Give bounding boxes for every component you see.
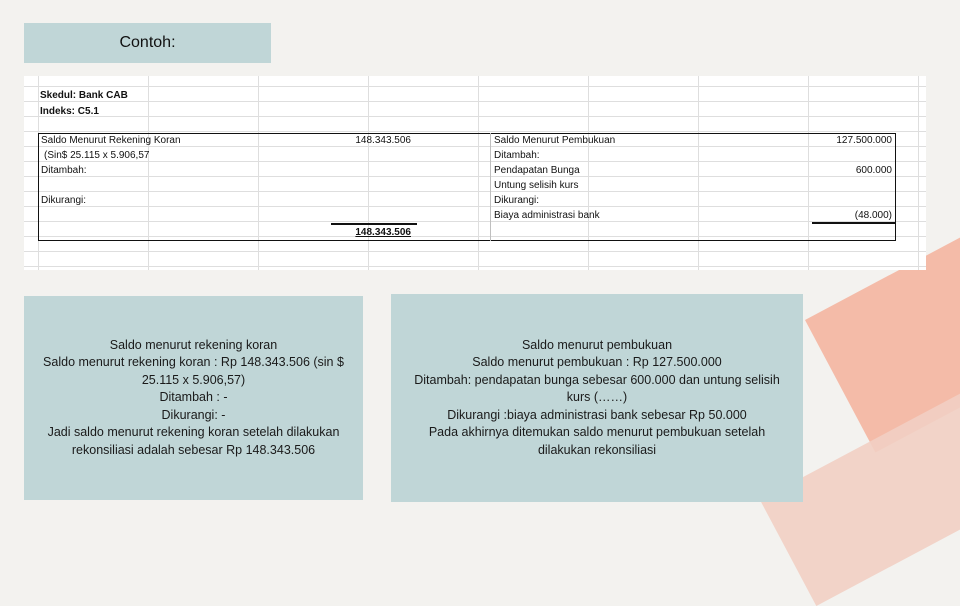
left-row: Saldo Menurut Rekening Koran [41, 135, 181, 146]
right-explanation-text [414, 337, 780, 460]
text-line: Jadi saldo menurut rekening koran setelah dilakukan [47, 425, 340, 440]
text-line: Saldo menurut rekening koran [109, 337, 278, 352]
text-line: Ditambah: pendapatan bunga sebesar 600.000 dan untung selisih [414, 372, 780, 387]
right-admin-fee-value: (48.000) [854, 210, 892, 221]
slide-title-text: Contoh: [119, 34, 176, 51]
left-explanation-text [43, 337, 344, 460]
total-rule [331, 223, 417, 225]
text-line: Pada akhirnya ditemukan saldo menurut pembukuan setelah [428, 425, 766, 440]
left-row: Dikurangi: [41, 195, 87, 206]
text-line: kurs (……) [566, 390, 628, 405]
right-row: Untung selisih kurs [494, 180, 579, 191]
text-line: Saldo menurut rekening koran : Rp 148.343.506 (sin $ [43, 355, 344, 370]
text-line: Saldo menurut pembukuan : Rp 127.500.000 [472, 355, 722, 370]
left-row: Ditambah: [41, 165, 87, 176]
right-row: Ditambah: [494, 150, 540, 161]
left-total-value: 148.343.506 [355, 227, 411, 238]
sheet-index-label: Indeks: C5.1 [40, 106, 99, 117]
table-divider [490, 133, 491, 241]
text-line: Saldo menurut pembukuan [521, 337, 673, 352]
slide-title [24, 23, 271, 63]
right-balance-value: 127.500.000 [836, 135, 892, 146]
text-line: Ditambah : - [159, 390, 228, 405]
right-row: Dikurangi: [494, 195, 540, 206]
sheet-schedule-label: Skedul: Bank CAB [40, 90, 128, 101]
right-explanation-box [391, 294, 803, 502]
text-line: rekonsiliasi adalah sebesar Rp 148.343.506 [71, 442, 316, 457]
reconciliation-table [38, 133, 896, 241]
spreadsheet-image [24, 76, 926, 270]
right-row: Pendapatan Bunga [494, 165, 580, 176]
text-line: dilakukan rekonsiliasi [537, 442, 657, 457]
left-explanation-box [24, 296, 363, 500]
right-interest-value: 600.000 [855, 165, 892, 176]
text-line: 25.115 x 5.906,57) [141, 372, 246, 387]
right-row: Saldo Menurut Pembukuan [494, 135, 616, 146]
total-rule [812, 222, 896, 224]
left-row: (Sin$ 25.115 x 5.906,57 [44, 150, 150, 161]
text-line: Dikurangi: - [161, 407, 226, 422]
right-row: Biaya administrasi bank [494, 210, 600, 221]
text-line: Dikurangi :biaya administrasi bank sebesar Rp 50.000 [447, 407, 747, 422]
left-balance-value: 148.343.506 [355, 135, 411, 146]
